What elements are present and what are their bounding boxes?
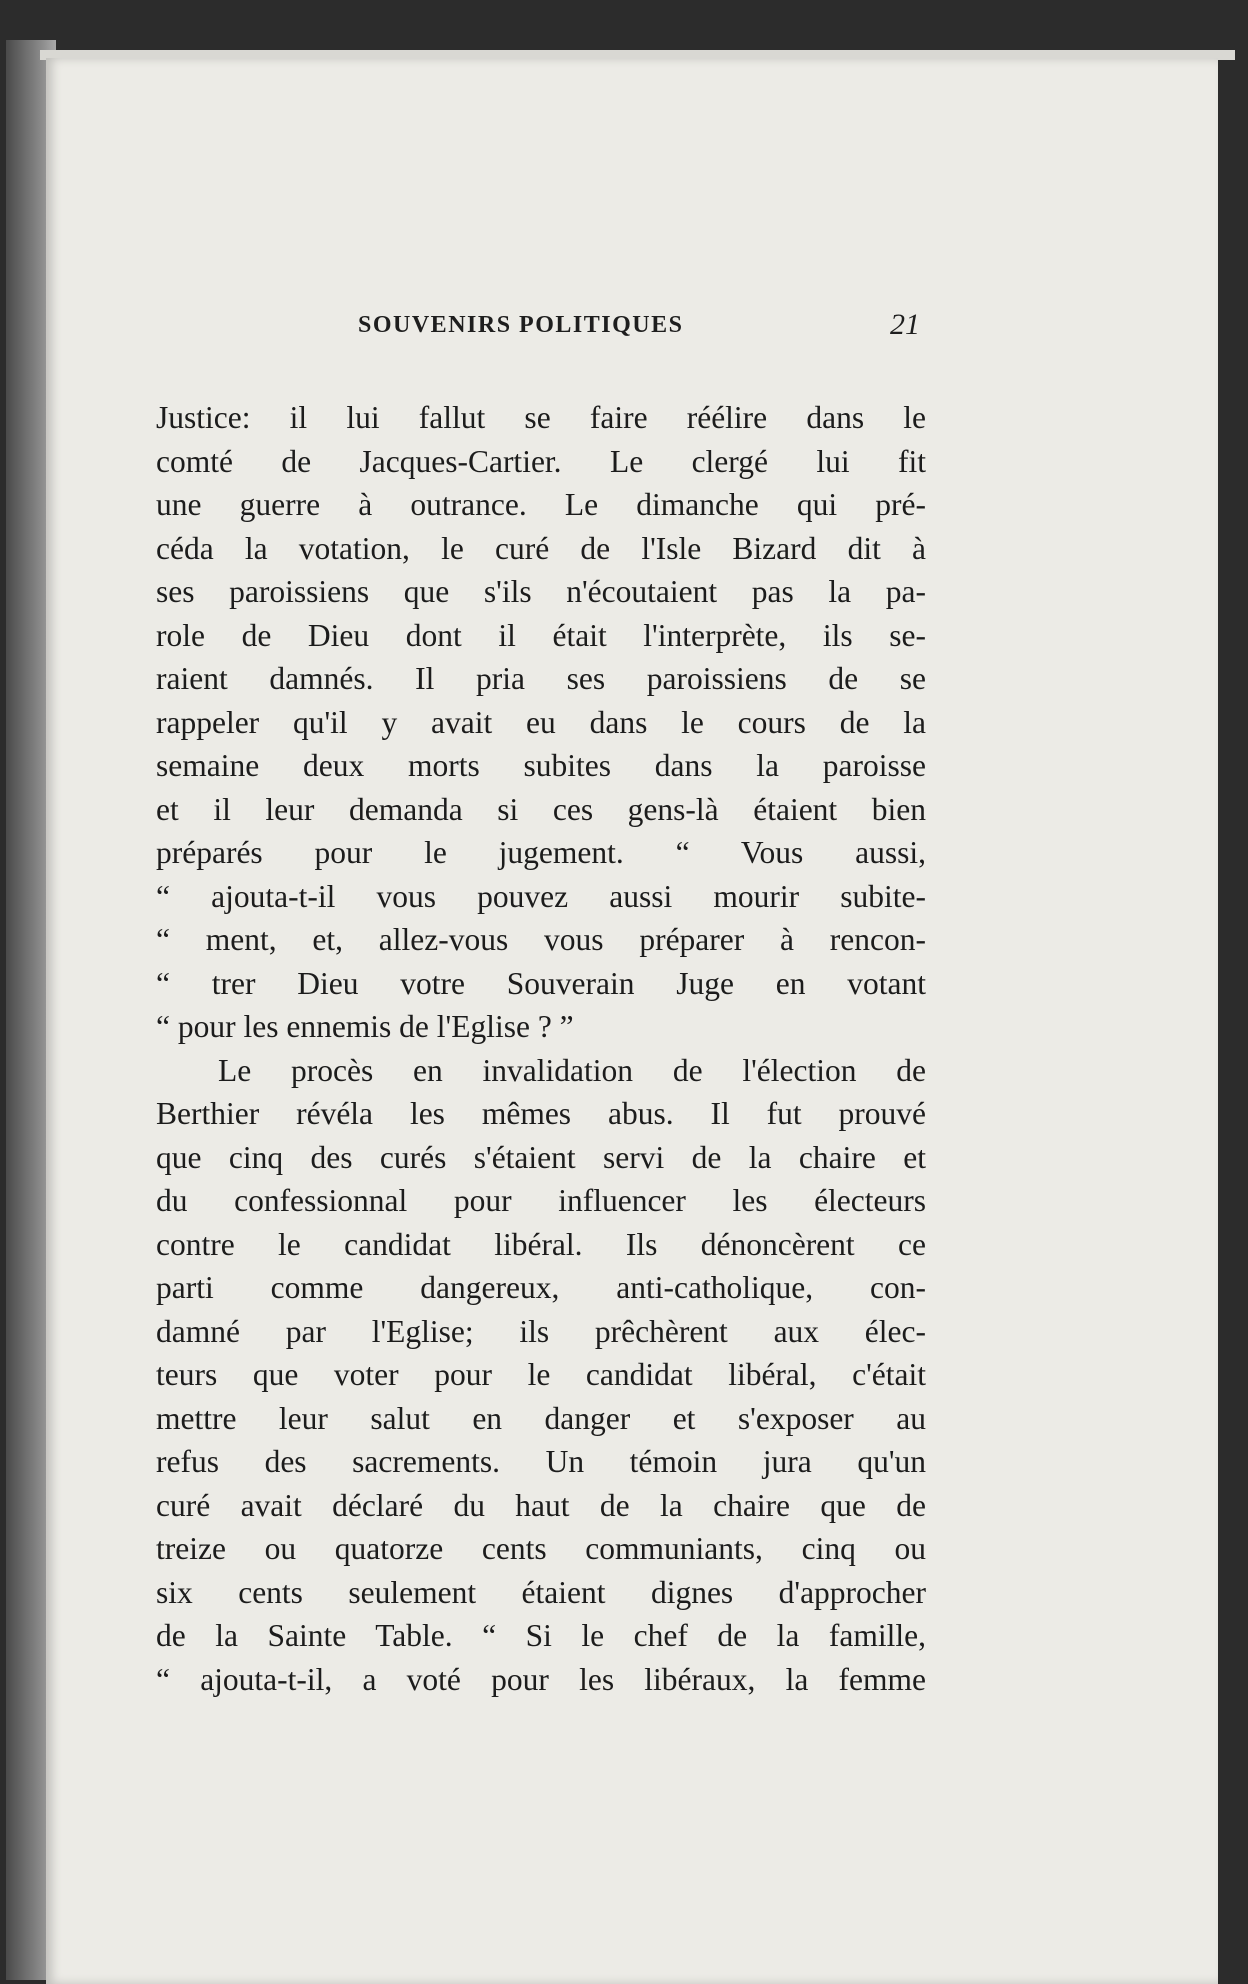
- text-line: “ ajouta-t-il vous pouvez aussi mourir subite-: [156, 878, 926, 914]
- text-line: que cinq des curés s'étaient servi de la chaire et: [156, 1139, 926, 1175]
- text-line: Le procès en invalidation de l'élection de: [218, 1052, 926, 1088]
- text-line: “ ment, et, allez-vous vous préparer à rencon-: [156, 922, 926, 957]
- text-line: Justice: il lui fallut se faire réélire dans le: [156, 400, 926, 435]
- text-line: refus des sacrements. Un témoin jura qu'un: [156, 1444, 926, 1479]
- text-line: contre le candidat libéral. Ils dénoncèrent ce: [156, 1226, 926, 1262]
- text-line: comté de Jacques-Cartier. Le clergé lui fit: [156, 443, 926, 479]
- text-line: du confessionnal pour influencer les électeurs: [156, 1183, 926, 1218]
- text-line: “ trer Dieu votre Souverain Juge en votant: [156, 965, 926, 1001]
- body-text: [156, 396, 926, 1701]
- page-number: 21: [890, 308, 920, 341]
- text-line: damné par l'Eglise; ils prêchèrent aux élec-: [156, 1313, 926, 1349]
- text-line: céda la votation, le curé de l'Isle Bizard dit à: [156, 530, 926, 566]
- paragraph: [156, 396, 926, 1049]
- text-line: préparés pour le jugement. “ Vous aussi,: [156, 835, 926, 870]
- text-line: raient damnés. Il pria ses paroissiens de se: [156, 661, 926, 696]
- text-line: une guerre à outrance. Le dimanche qui pré-: [156, 487, 926, 522]
- text-line: de la Sainte Table. “ Si le chef de la famille,: [156, 1618, 926, 1653]
- text-line: role de Dieu dont il était l'interprète, ils se-: [156, 617, 926, 653]
- text-line: “ pour les ennemis de l'Eglise ? ”: [156, 1009, 574, 1044]
- text-line: six cents seulement étaient dignes d'approcher: [156, 1574, 926, 1610]
- text-line: parti comme dangereux, anti-catholique, con-: [156, 1270, 926, 1305]
- page-header: [46, 308, 1218, 352]
- text-line: et il leur demanda si ces gens-là étaient bien: [156, 791, 926, 827]
- text-line: mettre leur salut en danger et s'exposer au: [156, 1400, 926, 1436]
- text-line: “ ajouta-t-il, a voté pour les libéraux, la femme: [156, 1661, 926, 1697]
- text-line: semaine deux morts subites dans la paroisse: [156, 748, 926, 783]
- book-page: [46, 58, 1218, 1984]
- text-line: treize ou quatorze cents communiants, cinq ou: [156, 1531, 926, 1566]
- text-line: Berthier révéla les mêmes abus. Il fut prouvé: [156, 1096, 926, 1131]
- text-line: ses paroissiens que s'ils n'écoutaient pas la pa-: [156, 574, 926, 609]
- text-line: rappeler qu'il y avait eu dans le cours de la: [156, 704, 926, 740]
- paragraph: [156, 1049, 926, 1702]
- text-line: teurs que voter pour le candidat libéral, c'était: [156, 1357, 926, 1392]
- text-line: curé avait déclaré du haut de la chaire que de: [156, 1487, 926, 1523]
- running-head: SOUVENIRS POLITIQUES: [358, 312, 684, 338]
